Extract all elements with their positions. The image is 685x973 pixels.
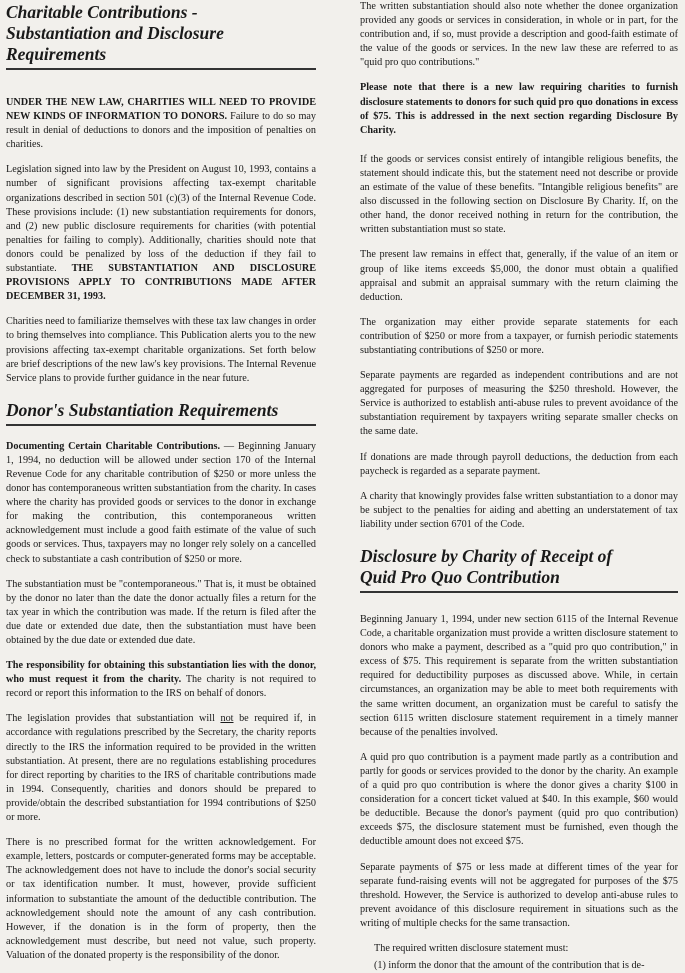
intro-text: Failure to do so may result in denial of deductions to donors and the imposition of penalties on charities. — [6, 111, 316, 151]
section-6115-paragraph: Beginning January 1, 1994, under new section 6115 of the Internal Revenue Code, a charitable organization must provide a written disclosure statement to donors who make a payment, described as a "quid pro quo contribution," in excess of $75. This requirement is separate from the written substantiation required for deductibility purposes as discussed above. While, in certain circumstances, an organization may be able to meet both requirements with the same written document, an organization must be careful to satisfy the section 6115 written disclosure statement requirement in a timely manner because of the penalties involved. — [360, 614, 678, 738]
right-column — [360, 0, 678, 973]
responsibility-text: The charity is not required to record or report this information to the IRS on behalf of donors. — [6, 674, 316, 700]
heading-line-1: Charitable Contributions - — [6, 2, 198, 22]
separate-statements-paragraph: The organization may either provide separate statements for each contribution of $250 or more from a taxpayer, or furnish periodic statements substantiating contributions of $250 or more. — [360, 316, 678, 356]
inform-donor-paragraph: (1) inform the donor that the amount of the contribution that is de- — [374, 960, 645, 972]
donor-heading-rule — [6, 424, 316, 426]
section-heading-donor-substantiation: Donor's Substantiation Requirements — [6, 399, 279, 420]
documenting-text: — Beginning January 1, 1994, no deduction will be allowed under section 170 of the Internal Revenue Code for any charitable contribution of $250 or more unless the donor has contemporaneous written substantiation from the charity. In cases where the charity has provided goods or services to the donor in exchange for making the contribution, this contemporaneous written acknowledgement must include a good faith estimate of the value of such goods or services. Thus, taxpayers may no longer rely solely on a cancelled check to substantiate a cash contribution of $250 or more. — [6, 440, 316, 565]
format-paragraph: There is no prescribed format for the written acknowledgement. For example, letters, postcards or computer-generated forms may be acceptable. The acknowledgement does not have to include the donor's social security or tax identification number. It must, however, provide sufficient information to substantiate the amount of the deductible contribution. The acknowledgement should note the amount of any cash contribution. However, if the donation is in the form of property, then the acknowledgement must describe, but need not value, such property. Valuation of the donated property is the responsibility of the donor. — [6, 837, 316, 961]
documenting-bold-text: Documenting Certain Charitable Contributions. — [6, 440, 221, 452]
disclosure-heading-line-1: Disclosure by Charity of Receipt of — [360, 546, 613, 566]
documenting-paragraph — [6, 440, 316, 567]
section-heading-charitable-contributions — [6, 2, 316, 65]
quid-pro-quo-paragraph: A quid pro quo contribution is a payment made partly as a contribution and partly for goods or services provided to the donor by the charity. An example of a quid pro quo contribution is where the donor gives a charity $100 in consideration for a concert ticket valued at $40. In this example, $60 would be deductible. Because the donor's payment (quid pro quo contribution) exceeds $75, the disclosure statement must be furnished, even though the deductible amount does not exceed $75. — [360, 751, 678, 848]
written-substantiation-paragraph: The written substantiation should also note whether the donee organization provided any goods or services in consideration, in whole or in part, for the contribution and, if so, must provide a description and good-faith estimate of the value of the goods or services. In the new law these are referred to as "quid pro quo contributions." — [360, 1, 678, 69]
provides-text-before: The legislation provides that substantiation will — [6, 713, 221, 725]
provides-text-after: be required if, in accordance with regulations prescribed by the Secretary, the charity reports directly to the IRS the information required to be provided in the written substantiation. At present, there are no regulations establishing procedures for direct reporting by charities to the IRS of charitable contributions made in 1994. Consequently, charities and donors should be prepared to provide/obtain the described substantiation for 1994 contributions of $250 or more. — [6, 713, 316, 824]
intangible-benefits-paragraph: If the goods or services consist entirely of intangible religious benefits, the statement should indicate this, but the statement need not describe or provide an estimate of the value of these benefits. "Intangible religious benefits" are also discussed in the following section on Disclosure By Charity. If, on the other hand, the donor received nothing in return for the contribution, the written substantiation must so state. — [360, 153, 678, 236]
disclosure-heading-line-2: Quid Pro Quo Contribution — [360, 567, 560, 587]
intro-bold-text: UNDER THE NEW LAW, CHARITIES WILL NEED TO PROVIDE NEW KINDS OF INFORMATION TO DONORS. — [6, 97, 316, 123]
appraisal-paragraph: The present law remains in effect that, generally, if the value of an item or group of like items exceeds $5,000, the donor must obtain a qualified appraisal and submit an appraisal summary with the return claiming the deduction. — [360, 249, 678, 303]
heading-line-2: Substantiation and Disclosure Requirements — [6, 23, 224, 64]
payroll-paragraph: If donations are made through payroll deductions, the deduction from each paycheck is regarded as a separate payment. — [360, 451, 678, 477]
heading-rule — [6, 68, 316, 70]
responsibility-bold-text: The responsibility for obtaining this substantiation lies with the donor, who must request it from the charity. — [6, 660, 316, 686]
provides-underlined-not: not — [220, 713, 234, 725]
false-substantiation-paragraph: A charity that knowingly provides false written substantiation to a donor may be subject to the penalties for aiding and abetting an understatement of tax liability under section 6701 of the Code. — [360, 490, 678, 530]
legislation-bold-text: THE SUBSTANTIATION AND DISCLOSURE PROVISIONS APPLY TO CONTRIBUTIONS MADE AFTER DECEMBER 31, 1993. — [6, 263, 316, 303]
separate-payments-paragraph: Separate payments are regarded as independent contributions and are not aggregated for purposes of measuring the $250 threshold. However, the Service is authorized to establish anti-abuse rules to prevent avoidance of the substantiation requirement by taxpayers writing separate smaller checks on the same date. — [360, 370, 678, 438]
intro-paragraph — [6, 96, 316, 152]
legislation-paragraph — [6, 163, 316, 304]
contemporaneous-paragraph: The substantiation must be "contemporaneous." That is, it must be obtained by the donor no later than the date the donor actually files a return for the tax year in which the contribution was made. If the return is filed after the due date or extended due date, then the substantiation must have been obtained by the due date or extended due date. — [6, 578, 316, 646]
please-note-paragraph: Please note that there is a new law requiring charities to furnish disclosure statements to donors for such quid pro quo donations in excess of $75. This is addressed in the next section regarding Disclosure By Charity. — [360, 82, 678, 136]
separate-75-paragraph: Separate payments of $75 or less made at different times of the year for separate fund-raising events will not be aggregated for purposes of the $75 threshold. However, the Service is authorized to develop anti-abuse rules to prevent avoidance of this disclosure requirement in situations such as the writing of multiple checks for the same transaction. — [360, 861, 678, 929]
left-column — [6, 0, 316, 963]
compliance-paragraph: Charities need to familiarize themselves with these tax law changes in order to bring themselves into compliance. This Publication alerts you to the new provisions affecting tax-exempt charitable organizations. Set forth below are brief descriptions of the new law's key provisions. The Internal Revenue Service plans to provide further guidance in the near future. — [6, 316, 317, 384]
legislation-provides-paragraph — [6, 712, 316, 825]
section-heading-disclosure — [360, 546, 678, 588]
disclosure-heading-rule — [360, 591, 678, 593]
required-statement-paragraph: The required written disclosure statement must: — [374, 942, 569, 954]
responsibility-paragraph — [6, 659, 316, 701]
legislation-text: Legislation signed into law by the President on August 10, 1993, contains a number of significant provisions affecting tax-exempt charitable organizations described in section 501 (c)(3) of the Internal Revenue Code. These provisions include: (1) new substantiation requirements for donors, and (2) new public disclosure requirements for charities (with potential penalties for failing to comply). Additionally, charities should note that donors could be penalized by loss of the deduction if they fail to substantiate. — [6, 164, 316, 275]
